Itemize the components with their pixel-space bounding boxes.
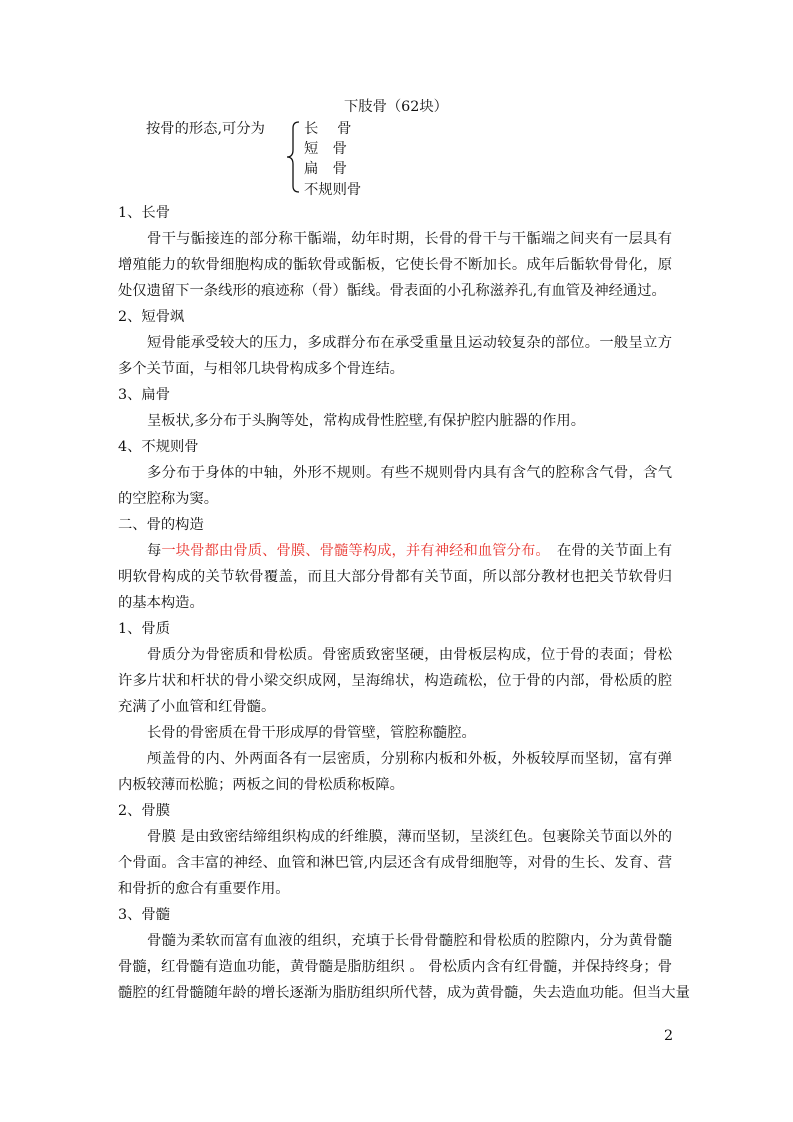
paragraph-line: 多个关节面，与相邻几块骨构成多个骨连结。 bbox=[118, 361, 404, 377]
classification-lead: 按骨的形态,可分为 bbox=[146, 121, 265, 137]
paragraph-line: 短骨能承受较大的压力，多成群分布在承受重量且运动较复杂的部位。一般呈立方 bbox=[147, 335, 672, 351]
paragraph-line: 骨干与骺接连的部分称干骺端，幼年时期，长骨的骨干与干骺端之间夹有一层具有 bbox=[147, 231, 672, 247]
paragraph-line: 呈板状,多分布于头胸等处，常构成骨性腔壁,有保护腔内脏器的作用。 bbox=[147, 413, 585, 429]
paragraph-line: 长骨的骨密质在骨干形成厚的骨管壁，管腔称髓腔。 bbox=[147, 725, 476, 741]
section-heading: 3、骨髓 bbox=[118, 907, 170, 923]
section-heading: 2、骨膜 bbox=[118, 803, 170, 819]
section-heading: 1、长骨 bbox=[118, 205, 170, 221]
section-heading: 2、短骨飒 bbox=[118, 309, 185, 325]
paragraph-line: 的基本构造。 bbox=[118, 595, 204, 611]
paragraph-line: 内板较薄而松脆；两板之间的骨松质称板障。 bbox=[118, 777, 404, 793]
paragraph-line: 颅盖骨的内、外两面各有一层密质，分别称内板和外板，外板较厚而坚韧，富有弹 bbox=[147, 751, 672, 767]
paragraph-line: 的空腔称为窦。 bbox=[118, 491, 219, 507]
section-heading: 3、扁骨 bbox=[118, 387, 170, 403]
paragraph-line: 许多片状和杆状的骨小梁交织成网，呈海绵状，构造疏松，位于骨的内部，骨松质的腔 bbox=[118, 673, 672, 689]
classification-item-short: 短 骨 bbox=[304, 141, 347, 157]
paragraph-line: 骨膜 是由致密结缔组织构成的纤维膜，薄而坚韧，呈淡红色。包裹除关节面以外的 bbox=[147, 829, 672, 845]
section-heading: 4、不规则骨 bbox=[118, 439, 199, 455]
paragraph-line: 增殖能力的软骨细胞构成的骺软骨或骺板，它使长骨不断加长。成年后骺软骨骨化，原 bbox=[118, 257, 672, 273]
highlighted-text: 一块骨都由骨质、骨膜、骨髓等构成，并有神经和血管分布。 bbox=[161, 543, 543, 559]
paragraph-line: 多分布于身体的中轴，外形不规则。有些不规则骨内具有含气的腔称含气骨，含气 bbox=[147, 465, 672, 481]
classification-item-irregular: 不规则骨 bbox=[304, 182, 362, 198]
paragraph-line: 明软骨构成的关节软骨覆盖，而且大部分骨都有关节面，所以部分教材也把关节软骨归 bbox=[118, 569, 672, 585]
paragraph-line: 骨质分为骨密质和骨松质。骨密质致密坚硬，由骨板层构成，位于骨的表面；骨松 bbox=[147, 647, 672, 663]
paragraph-line: 充满了小血管和红骨髓。 bbox=[118, 699, 276, 715]
text-segment: 每 bbox=[147, 543, 162, 559]
text-segment: 在骨的关节面上有 bbox=[557, 543, 672, 559]
classification-item-long: 长 骨 bbox=[304, 121, 352, 137]
page-number: 2 bbox=[664, 1028, 674, 1044]
section-heading: 1、骨质 bbox=[118, 621, 170, 637]
document-body bbox=[118, 200, 690, 1006]
paragraph-line: 处仅遗留下一条线形的痕迹称（骨）骺线。骨表面的小孔称滋养孔,有血管及神经通过。 bbox=[118, 283, 666, 299]
paragraph-line: 骨髓，红骨髓有造血功能，黄骨髓是脂肪组织 。 骨松质内含有红骨髓，并保持终身；骨 bbox=[118, 959, 672, 975]
paragraph-line bbox=[118, 538, 672, 564]
page-title: 下肢骨（62块） bbox=[344, 99, 448, 115]
classification-item-flat: 扁 骨 bbox=[304, 161, 347, 177]
paragraph-line: 和骨折的愈合有重要作用。 bbox=[118, 881, 290, 897]
curly-brace-icon bbox=[284, 120, 302, 194]
paragraph-line: 骨髓为柔软而富有血液的组织，充填于长骨骨髓腔和骨松质的腔隙内，分为黄骨髓 bbox=[147, 933, 672, 949]
section-heading: 二、骨的构造 bbox=[118, 517, 204, 533]
paragraph-line: 髓腔的红骨髓随年龄的增长逐渐为脂肪组织所代替，成为黄骨髓，失去造血功能。但当大量 bbox=[118, 985, 690, 1001]
paragraph-line: 个骨面。含丰富的神经、血管和淋巴管,内层还含有成骨细胞等，对骨的生长、发育、营 bbox=[118, 855, 672, 871]
